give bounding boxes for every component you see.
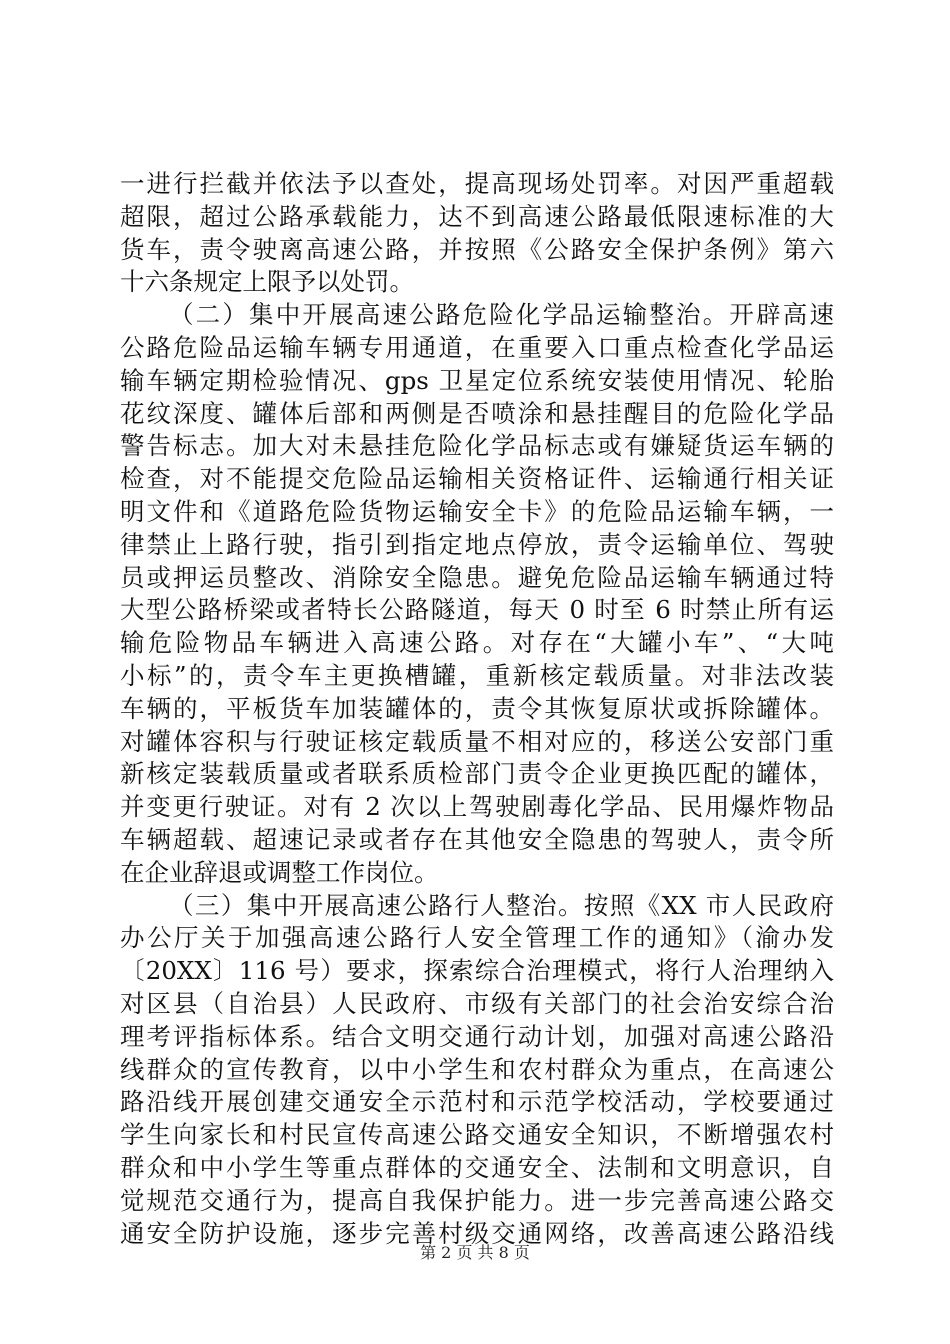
text-line: 觉规范交通行为，提高自我保护能力。进一步完善高速公路交 [120, 1185, 834, 1215]
text-line: 检查，对不能提交危险品运输相关资格证件、运输通行相关证 [120, 464, 834, 494]
text-line: 公路危险品运输车辆专用通道，在重要入口重点检查化学品运 [120, 332, 834, 362]
text-line: 新核定装载质量或者联系质检部门责令企业更换匹配的罐体， [120, 759, 834, 789]
text-line: 警告标志。加大对未悬挂危险化学品标志或有嫌疑货运车辆的 [120, 431, 834, 461]
text-line: 并变更行驶证。对有 2 次以上驾驶剧毒化学品、民用爆炸物品 [120, 792, 834, 822]
text-line: 通安全防护设施，逐步完善村级交通网络，改善高速公路沿线 [120, 1218, 834, 1248]
text-line: 一进行拦截并依法予以查处，提高现场处罚率。对因严重超载 [120, 169, 834, 198]
text-line: 学生向家长和村民宣传高速公路交通安全知识，不断增强农村 [120, 1120, 834, 1150]
text-line: 车辆超载、超速记录或者存在其他安全隐患的驾驶人，责令所 [120, 824, 834, 854]
text-line: 花纹深度、罐体后部和两侧是否喷涂和悬挂醒目的危险化学品 [120, 398, 834, 428]
text-line: 对区县（自治县）人民政府、市级有关部门的社会治安综合治 [120, 988, 834, 1018]
text-line: 在企业辞退或调整工作岗位。 [120, 857, 439, 887]
text-line: 超限，超过公路承载能力，达不到高速公路最低限速标准的大 [120, 201, 834, 231]
text-line: 明文件和《道路危险货物运输安全卡》的危险品运输车辆，一 [120, 496, 834, 526]
page-footer: 第 2 页 共 8 页 [420, 1243, 530, 1262]
text-line: 十六条规定上限予以处罚。 [120, 267, 414, 297]
text-line: 线群众的宣传教育，以中小学生和农村群众为重点，在高速公 [120, 1054, 834, 1084]
text-line: 理考评指标体系。结合文明交通行动计划，加强对高速公路沿 [120, 1021, 834, 1051]
document-body [120, 168, 834, 1250]
text-line: 〔20XX〕116 号）要求，探索综合治理模式，将行人治理纳入 [120, 956, 834, 986]
text-line: 群众和中小学生等重点群体的交通安全、法制和文明意识，自 [120, 1152, 834, 1182]
text-line: 货车，责令驶离高速公路，并按照《公路安全保护条例》第六 [120, 234, 834, 264]
text-line: 对罐体容积与行驶证核定载质量不相对应的，移送公安部门重 [120, 726, 834, 756]
text-line: （二）集中开展高速公路危险化学品运输整治。开辟高速 [169, 300, 834, 330]
text-line: 输危险物品车辆进入高速公路。对存在“大罐小车”、“大吨 [120, 628, 834, 658]
text-line: 车辆的，平板货车加装罐体的，责令其恢复原状或拆除罐体。 [120, 693, 834, 723]
text-line: 路沿线开展创建交通安全示范村和示范学校活动，学校要通过 [120, 1087, 834, 1117]
text-line: 大型公路桥梁或者特长公路隧道，每天 0 时至 6 时禁止所有运 [120, 595, 834, 625]
text-line: 律禁止上路行驶，指引到指定地点停放，责令运输单位、驾驶 [120, 529, 834, 559]
text-line: 员或押运员整改、消除安全隐患。避免危险品运输车辆通过特 [120, 562, 834, 592]
text-line: （三）集中开展高速公路行人整治。按照《XX 市人民政府 [169, 890, 834, 920]
text-line: 办公厅关于加强高速公路行人安全管理工作的通知》（渝办发 [120, 923, 834, 953]
text-line: 小标”的，责令车主更换槽罐，重新核定载质量。对非法改装 [120, 660, 834, 690]
text-line: 输车辆定期检验情况、gps 卫星定位系统安装使用情况、轮胎 [120, 365, 834, 395]
